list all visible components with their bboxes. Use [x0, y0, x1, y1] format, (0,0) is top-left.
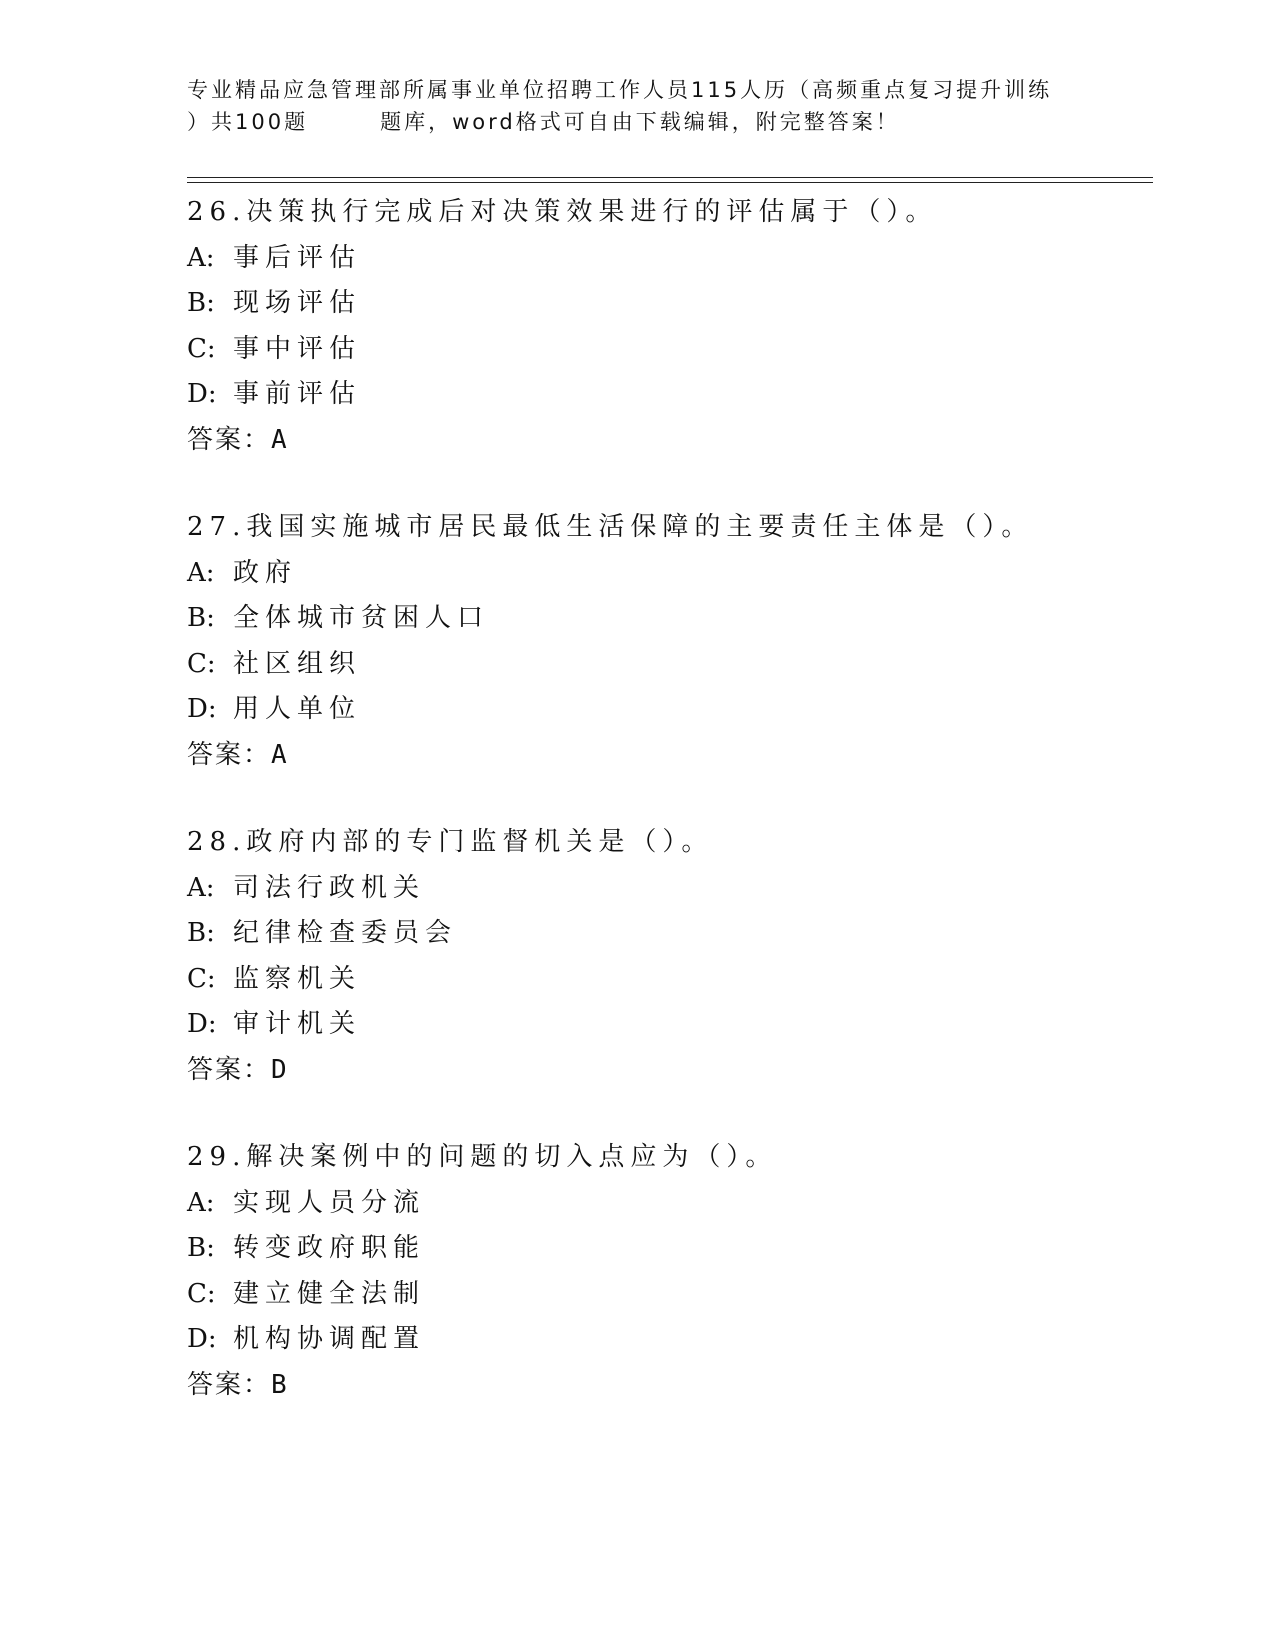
option-text: 实现人员分流 — [233, 1187, 426, 1218]
option-text: 机构协调配置 — [233, 1324, 426, 1354]
option-text: 用人单位 — [233, 694, 362, 724]
question-stem: 26.决策执行完成后对决策效果进行的评估属于（）。 — [187, 197, 938, 227]
option-c — [187, 957, 1153, 1003]
option-text: 转变政府职能 — [233, 1233, 426, 1263]
header-line-2 — [187, 106, 1087, 138]
question-26 — [187, 190, 1153, 463]
question-27 — [187, 505, 1153, 778]
option-text: 政府 — [233, 557, 298, 588]
header-line-2-start: ）共100题 — [187, 110, 309, 134]
option-text: 司法行政机关 — [233, 872, 426, 903]
option-text: 审计机关 — [233, 1009, 362, 1039]
option-text: 现场评估 — [233, 288, 362, 318]
option-text: 社区组织 — [233, 648, 362, 679]
option-text: 全体城市贫困人口 — [233, 603, 490, 633]
option-c — [187, 327, 1153, 373]
option-text: 建立健全法制 — [233, 1278, 426, 1309]
option-key: B: — [187, 918, 215, 948]
answer-value: B — [271, 1369, 287, 1400]
answer-value: A — [271, 424, 287, 455]
option-b — [187, 911, 1153, 957]
option-key: A: — [187, 1187, 215, 1218]
question-stem: 28.政府内部的专门监督机关是（）。 — [187, 827, 714, 857]
answer-label: 答案： — [187, 1054, 272, 1085]
answer-label: 答案： — [187, 739, 272, 770]
header-line-2-end: 题库，word格式可自由下载编辑，附完整答案！ — [380, 110, 900, 134]
answer-line — [187, 1363, 1153, 1409]
option-key: B: — [187, 1233, 215, 1263]
option-key: C: — [187, 333, 216, 364]
header-line-1: 专业精品应急管理部所属事业单位招聘工作人员115人历（高频重点复习提升训练 — [187, 78, 1053, 102]
option-key: B: — [187, 603, 215, 633]
option-b — [187, 281, 1153, 327]
option-key: A: — [187, 557, 215, 588]
header-rule-top — [187, 177, 1153, 178]
option-key: D: — [187, 1009, 217, 1039]
answer-line — [187, 1048, 1153, 1094]
header-rule-bottom — [187, 182, 1153, 183]
option-text: 事后评估 — [233, 242, 362, 273]
answer-value: A — [271, 739, 287, 770]
option-text: 监察机关 — [233, 963, 362, 994]
document-header — [187, 74, 1087, 138]
option-key: C: — [187, 648, 216, 679]
option-c — [187, 642, 1153, 688]
option-key: D: — [187, 379, 217, 409]
option-a — [187, 866, 1153, 912]
option-key: C: — [187, 963, 216, 994]
option-text: 事前评估 — [233, 379, 362, 409]
question-29 — [187, 1135, 1153, 1408]
answer-label: 答案： — [187, 424, 272, 455]
answer-value: D — [271, 1054, 287, 1085]
option-d — [187, 372, 1153, 418]
question-stem: 27.我国实施城市居民最低生活保障的主要责任主体是（）。 — [187, 512, 1034, 542]
option-c — [187, 1272, 1153, 1318]
option-a — [187, 551, 1153, 597]
option-text: 纪律检查委员会 — [233, 918, 458, 948]
answer-line — [187, 418, 1153, 464]
option-d — [187, 1002, 1153, 1048]
option-a — [187, 236, 1153, 282]
option-b — [187, 1226, 1153, 1272]
option-d — [187, 1317, 1153, 1363]
answer-label: 答案： — [187, 1369, 272, 1400]
option-b — [187, 596, 1153, 642]
option-key: B: — [187, 288, 215, 318]
option-key: D: — [187, 694, 217, 724]
option-a — [187, 1181, 1153, 1227]
option-d — [187, 687, 1153, 733]
option-key: D: — [187, 1324, 217, 1354]
answer-line — [187, 733, 1153, 779]
question-stem: 29.解决案例中的问题的切入点应为（）。 — [187, 1142, 778, 1172]
option-key: A: — [187, 242, 215, 273]
option-key: A: — [187, 872, 215, 903]
option-text: 事中评估 — [233, 333, 362, 364]
question-list — [187, 190, 1153, 1450]
question-28 — [187, 820, 1153, 1093]
option-key: C: — [187, 1278, 216, 1309]
